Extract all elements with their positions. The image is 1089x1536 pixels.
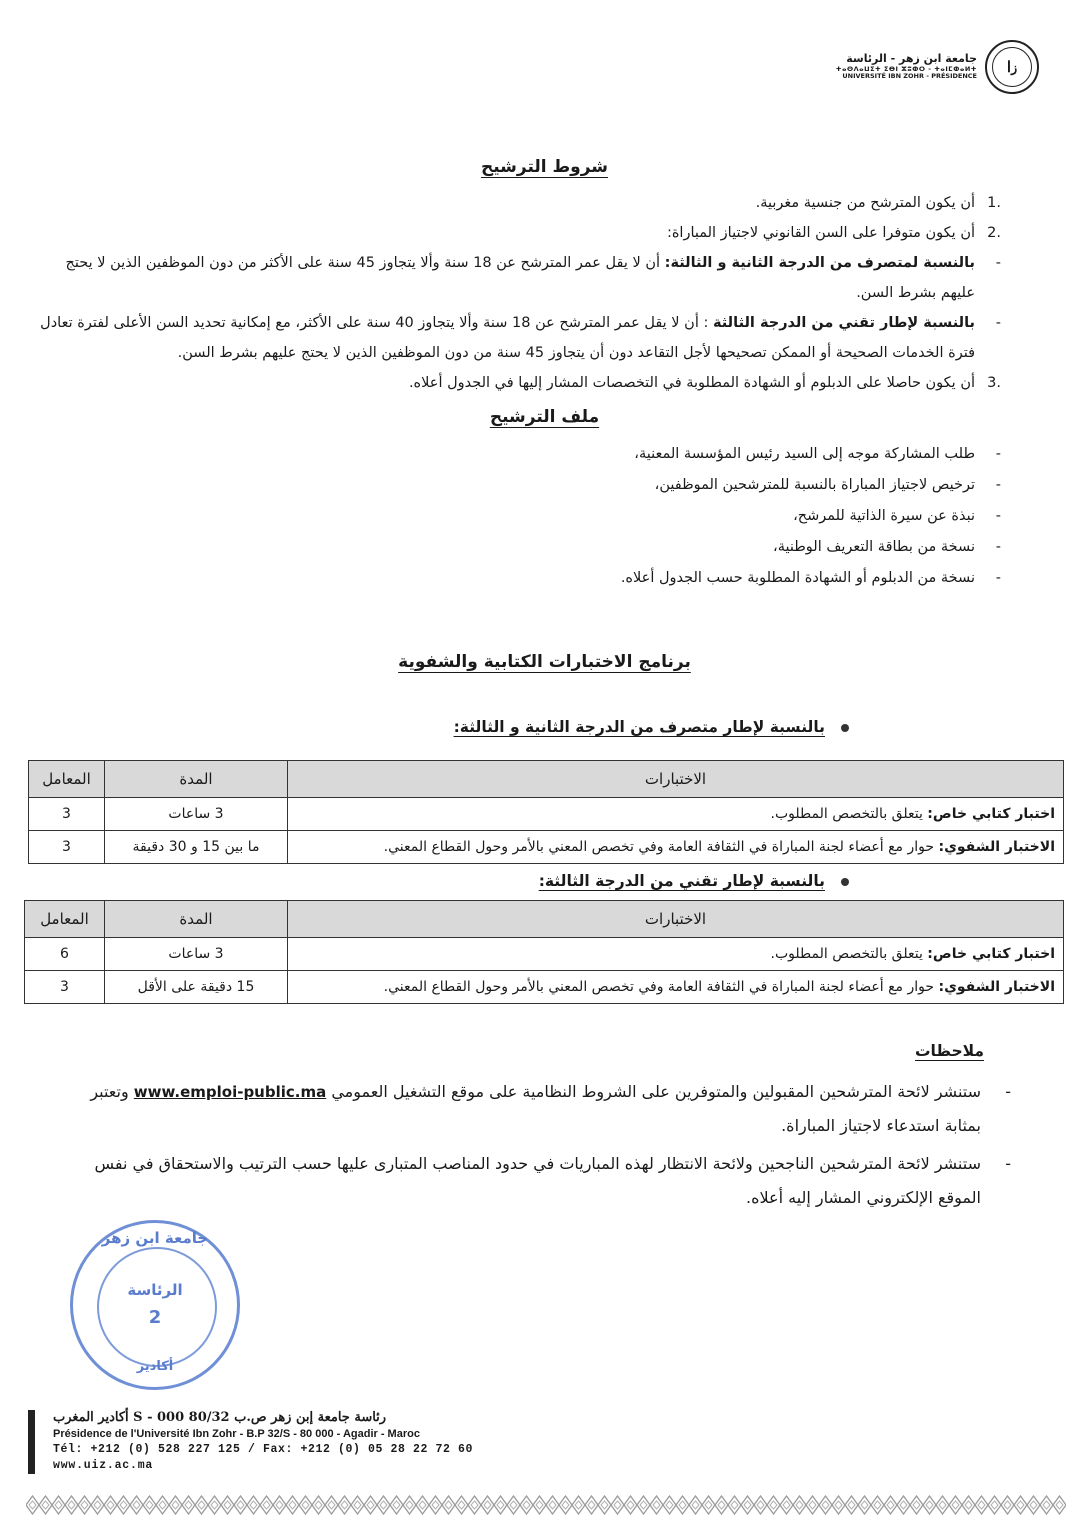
logo-tifinagh: ⵜⴰⵙⴷⴰⵡⵉⵜ ⵉⴱⵏ ⵣⵓⵀⵔ - ⵜⴰⵏⵎⵀⴰⵍⵜ	[835, 64, 977, 73]
stamp-number: 2	[148, 1307, 162, 1328]
coef-cell: 3	[29, 831, 105, 864]
list-item: - نسخة من بطاقة التعريف الوطنية،	[773, 539, 1001, 555]
stamp-bottom-text: أكادير	[136, 1359, 174, 1374]
header-duration: المدة	[105, 761, 288, 798]
table-row	[29, 831, 1064, 864]
bullet-icon	[841, 878, 849, 886]
table1-heading: بالنسبة لإطار متصرف من الدرجة الثانية و الثالثة:	[454, 718, 849, 736]
list-item: - بالنسبة لإطار تقني من الدرجة الثالثة : أن لا يقل عمر المترشح عن 18 سنة وألا يتجاوز 40 سنة على الأكثر، مع إمكانية تحديد السن الأعلى لفترة تعادل فترة الخدمات الصحيحة أو الممكن تصحيحها لأجل التقاعد دون أن يتجاوز 45 سنة من دون الموظفين الذين لا يحتج عليهم بشرط السن.	[40, 315, 1001, 361]
logo-emblem-icon: ا ز	[985, 40, 1039, 94]
stamp-top-text: جامعة ابن زهر	[101, 1229, 209, 1247]
header-coef: المعامل	[29, 761, 105, 798]
list-item: - ترخيص لاجتياز المباراة بالنسبة للمترشحين الموظفين،	[654, 477, 1001, 493]
footer-arabic: رئاسة جامعة إبن زهر ص.ب 32/S - 000 80 أكادير المغرب	[53, 1410, 387, 1425]
bullet-icon	[841, 724, 849, 732]
table-row	[29, 798, 1064, 831]
tests-table-1	[28, 760, 1064, 864]
list-item: - ستنشر لائحة المترشحين الناجحين ولائحة الانتظار لهذه المباريات في حدود المناصب المتبارى عليها حسب الترتيب والاستحقاق في نفس الموقع الإلكتروني المشار إليه أعلاه.	[94, 1154, 1011, 1207]
list-item: - طلب المشاركة موجه إلى السيد رئيس المؤسسة المعنية،	[634, 446, 1001, 462]
tests-table-2	[24, 900, 1064, 1004]
header-test: الاختبارات	[288, 901, 1064, 938]
program-title: برنامج الاختبارات الكتابية والشفوية	[398, 652, 691, 672]
file-title: ملف الترشيح	[489, 407, 600, 427]
stamp-middle-text: الرئاسة	[127, 1281, 183, 1299]
header-coef: المعامل	[25, 901, 105, 938]
list-item: - نسخة من الدبلوم أو الشهادة المطلوبة حسب الجدول أعلاه.	[620, 570, 1001, 586]
list-item: .2 أن يكون متوفرا على السن القانوني لاجتياز المباراة:	[666, 225, 1001, 241]
footer-address	[28, 1410, 613, 1474]
test-cell: اختبار كتابي خاص: يتعلق بالتخصص المطلوب.	[288, 798, 1064, 831]
header-test: الاختبارات	[288, 761, 1064, 798]
list-item: .1 أن يكون المترشح من جنسية مغربية.	[755, 195, 1001, 211]
list-item: .3 أن يكون حاصلا على الدبلوم أو الشهادة المطلوبة في التخصصات المشار إليها في الجدول أعلاه.	[408, 375, 1001, 391]
logo-french: UNIVERSITÉ IBN ZOHR - PRÉSIDENCE	[842, 72, 977, 81]
notes-title: ملاحظات	[914, 1042, 984, 1060]
footer-phone: Tél: +212 (0) 528 227 125 / Fax: +212 (0) 05 28 22 72 60	[53, 1443, 474, 1456]
logo-text	[836, 53, 977, 81]
duration-cell: 15 دقيقة على الأقل	[105, 971, 288, 1004]
test-cell: الاختبار الشفوي: حوار مع أعضاء لجنة المباراة في الثقافة العامة وفي تخصص المعني بالأمر وحول القطاع المعني.	[288, 971, 1064, 1004]
table-row	[25, 938, 1064, 971]
list-item: - ستنشر لائحة المترشحين المقبولين والمتوفرين على الشروط النظامية على موقع التشغيل العمومي www.emploi-public.ma وتعتبر بمثابة استدعاء لاجتياز المباراة.	[75, 1075, 1011, 1143]
coef-cell: 3	[29, 798, 105, 831]
coef-cell: 3	[25, 971, 105, 1004]
list-item: - بالنسبة لمتصرف من الدرجة الثانية و الثالثة: أن لا يقل عمر المترشح عن 18 سنة وألا يتجاوز 45 سنة على الأكثر من دون الموظفين الذين لا يحتج عليهم بشرط السن.	[65, 255, 1001, 301]
footer-website: www.uiz.ac.ma	[53, 1459, 154, 1472]
decorative-border-pattern	[26, 1494, 1066, 1516]
university-logo	[836, 40, 1039, 94]
logo-arabic: جامعة ابن زهر - الرئاسة	[846, 52, 977, 66]
test-cell: اختبار كتابي خاص: يتعلق بالتخصص المطلوب.	[288, 938, 1064, 971]
header-duration: المدة	[105, 901, 288, 938]
footer-french: Présidence de l'Université Ibn Zohr - B.P 32/S - 80 000 - Agadir - Maroc	[53, 1428, 420, 1440]
duration-cell: 3 ساعات	[105, 938, 288, 971]
test-cell: الاختبار الشفوي: حوار مع أعضاء لجنة المباراة في الثقافة العامة وفي تخصص المعني بالأمر وحول القطاع المعني.	[288, 831, 1064, 864]
duration-cell: 3 ساعات	[105, 798, 288, 831]
table-row	[25, 971, 1064, 1004]
conditions-title: شروط الترشيح	[480, 157, 609, 177]
notes-list	[75, 1075, 1011, 1215]
coef-cell: 6	[25, 938, 105, 971]
table-header-row	[25, 901, 1064, 938]
official-stamp	[70, 1220, 240, 1390]
conditions-list	[38, 188, 1001, 398]
table-header-row	[29, 761, 1064, 798]
emploi-public-link[interactable]: www.emploi-public.ma	[133, 1083, 327, 1101]
duration-cell: ما بين 15 و 30 دقيقة	[105, 831, 288, 864]
file-list	[300, 439, 1001, 594]
table2-heading: بالنسبة لإطار تقني من الدرجة الثالثة:	[539, 872, 849, 890]
list-item: - نبذة عن سيرة الذاتية للمرشح،	[793, 508, 1001, 524]
